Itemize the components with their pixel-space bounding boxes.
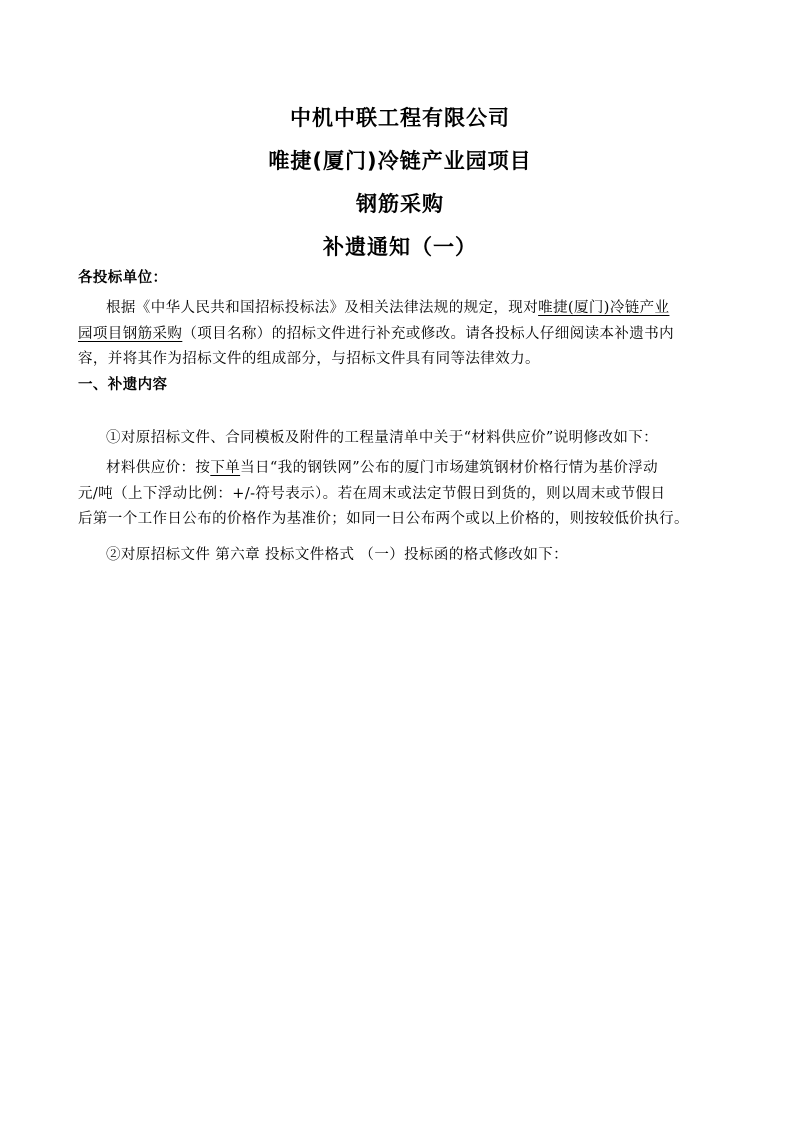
salutation: 各投标单位： <box>78 270 168 286</box>
procurement-title: 钢筋采购 <box>356 192 444 216</box>
project-name-title: 唯捷(厦门)冷链产业园项目 <box>268 149 532 173</box>
material-price-line-1 <box>78 456 726 482</box>
section-heading-addendum: 一、补遗内容 <box>78 377 168 393</box>
material-price-text-1a: 材料供应价：按 <box>106 460 211 476</box>
intro-line-3: 容，并将其作为招标文件的组成部分，与招标文件具有同等法律效力。 <box>78 351 540 367</box>
intro-paragraph <box>78 296 726 373</box>
order-date-underlined: 下单 <box>210 460 241 476</box>
item-1-text: ①对原招标文件、合同模板及附件的工程量清单中关于“材料供应价”说明修改如下： <box>106 430 659 446</box>
intro-text-1: 根据《中华人民共和国招标投标法》及相关法律法规的规定，现对 <box>106 300 539 316</box>
intro-line-2 <box>78 322 726 348</box>
material-price-text-1b: 当日“我的钢铁网”公布的厦门市场建筑钢材价格行情为基价浮动 <box>240 460 659 476</box>
material-price-paragraph <box>78 456 726 533</box>
company-name-title: 中机中联工程有限公司 <box>290 106 510 130</box>
intro-line-1 <box>78 296 726 322</box>
item-2 <box>78 543 726 569</box>
material-price-line-2: 元/吨（上下浮动比例：+/-符号表示）。若在周末或法定节假日到货的，则以周末或节假日 <box>78 485 666 502</box>
material-price-line-3: 后第一个工作日公布的价格作为基准价；如同一日公布两个或以上价格的，则按较低价执行。 <box>78 511 689 527</box>
item-1 <box>78 426 726 452</box>
project-name-underlined-2: 园项目钢筋采购 <box>78 325 183 342</box>
project-name-underlined-1: 唯捷(厦门)冷链产业 <box>538 300 670 316</box>
item-2-text: ②对原招标文件 第六章 投标文件格式 （一）投标函的格式修改如下： <box>106 547 569 563</box>
intro-text-2: （项目名称）的招标文件进行补充或修改。请各投标人仔细阅读本补遗书内 <box>182 325 675 342</box>
notice-title: 补遗通知（一） <box>323 235 477 259</box>
